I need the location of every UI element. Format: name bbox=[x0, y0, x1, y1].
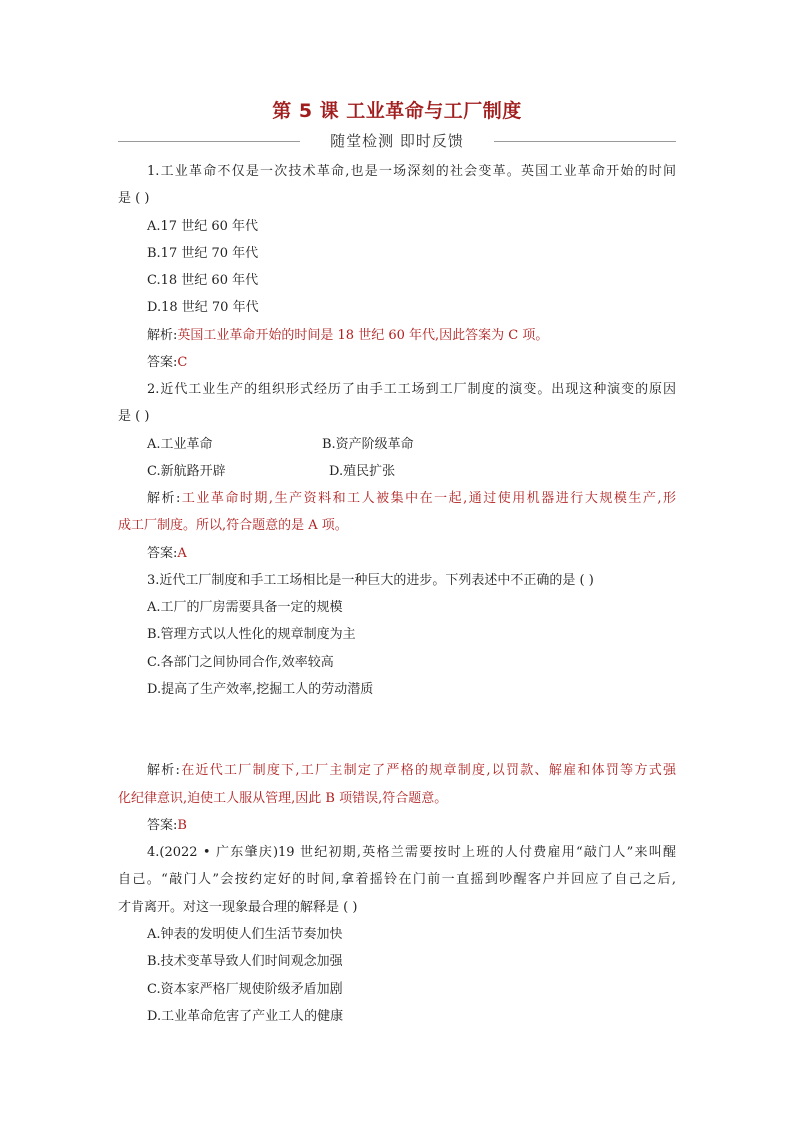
q1-analysis-text: 英国工业革命开始的时间是 18 世纪 60 年代,因此答案为 C 项。 bbox=[177, 328, 549, 343]
section-banner bbox=[118, 130, 676, 154]
q3-analysis-line2: 化纪律意识,迫使工人服从管理,因此 B 项错误,符合题意。 bbox=[118, 791, 448, 806]
q2-option-a: A.工业革命 bbox=[147, 437, 213, 452]
q3-answer-value: B bbox=[177, 818, 187, 833]
q3-option-a: A.工厂的厂房需要具备一定的规模 bbox=[147, 600, 343, 615]
q2-option-d: D.殖民扩张 bbox=[329, 464, 396, 479]
q3-answer-label: 答案: bbox=[147, 818, 178, 833]
banner-rule-left bbox=[118, 141, 300, 142]
q4-stem-line1: 4.(2022 • 广东肇庆)19 世纪初期,英格兰需要按时上班的人付费雇用“敲门人”来叫醒 bbox=[147, 845, 676, 860]
banner-rule-right bbox=[494, 141, 676, 142]
q3-answer bbox=[147, 817, 187, 835]
q4-stem-line2: 自己。“敲门人”会按约定好的时间,拿着摇铃在门前一直摇到吵醒客户并回应了自己之后, bbox=[118, 872, 676, 887]
q3-analysis-text1: 在近代工厂制度下,工厂主制定了严格的规章制度,以罚款、解雇和体罚等方式强 bbox=[179, 763, 677, 778]
q2-answer bbox=[147, 545, 187, 563]
q1-option-a: A.17 世纪 60 年代 bbox=[147, 219, 259, 234]
q4-stem-line3: 才肯离开。对这一现象最合理的解释是 ( ) bbox=[118, 900, 358, 915]
q1-analysis-label: 解析: bbox=[147, 328, 178, 343]
q1-answer bbox=[147, 354, 187, 372]
q2-analysis-text1: 工业革命时期,生产资料和工人被集中在一起,通过使用机器进行大规模生产,形 bbox=[180, 491, 676, 506]
section-label: 随堂检测 即时反馈 bbox=[330, 132, 464, 150]
q1-stem-line2: 是 ( ) bbox=[118, 191, 150, 206]
q2-option-c: C.新航路开辟 bbox=[147, 464, 226, 479]
q3-analysis-label: 解析: bbox=[147, 763, 180, 778]
q2-option-b: B.资产阶级革命 bbox=[322, 437, 414, 452]
q4-option-c: C.资本家严格厂规使阶级矛盾加剧 bbox=[147, 982, 343, 997]
q3-analysis-line1 bbox=[147, 762, 676, 780]
q1-answer-value: C bbox=[177, 355, 188, 370]
q2-analysis-line1 bbox=[147, 490, 676, 508]
q3-option-c: C.各部门之间协同合作,效率较高 bbox=[147, 655, 334, 670]
q3-stem-line1: 3.近代工厂制度和手工工场相比是一种巨大的进步。下列表述中不正确的是 ( ) bbox=[147, 573, 594, 588]
q3-option-d: D.提高了生产效率,挖掘工人的劳动潜质 bbox=[147, 682, 374, 697]
q4-option-a: A.钟表的发明使人们生活节奏加快 bbox=[147, 927, 343, 942]
q2-analysis-line2: 成工厂制度。所以,符合题意的是 A 项。 bbox=[118, 518, 348, 533]
q1-stem-line1: 1.工业革命不仅是一次技术革命,也是一场深刻的社会变革。英国工业革命开始的时间 bbox=[147, 164, 676, 179]
q4-option-d: D.工业革命危害了产业工人的健康 bbox=[147, 1009, 344, 1024]
q4-option-b: B.技术变革导致人们时间观念加强 bbox=[147, 954, 343, 969]
q1-option-d: D.18 世纪 70 年代 bbox=[147, 300, 259, 315]
q2-stem-line2: 是 ( ) bbox=[118, 409, 150, 424]
q2-answer-value: A bbox=[177, 546, 187, 561]
q1-option-c: C.18 世纪 60 年代 bbox=[147, 273, 259, 288]
q3-option-b: B.管理方式以人性化的规章制度为主 bbox=[147, 627, 356, 642]
q2-answer-label: 答案: bbox=[147, 546, 178, 561]
q1-option-b: B.17 世纪 70 年代 bbox=[147, 246, 259, 261]
q1-answer-label: 答案: bbox=[147, 355, 178, 370]
page-title: 第 5 课 工业革命与工厂制度 bbox=[272, 100, 522, 122]
q2-stem-line1: 2.近代工业生产的组织形式经历了由手工工场到工厂制度的演变。出现这种演变的原因 bbox=[147, 382, 676, 397]
q2-analysis-label: 解析: bbox=[147, 491, 181, 506]
q1-analysis bbox=[147, 327, 548, 345]
